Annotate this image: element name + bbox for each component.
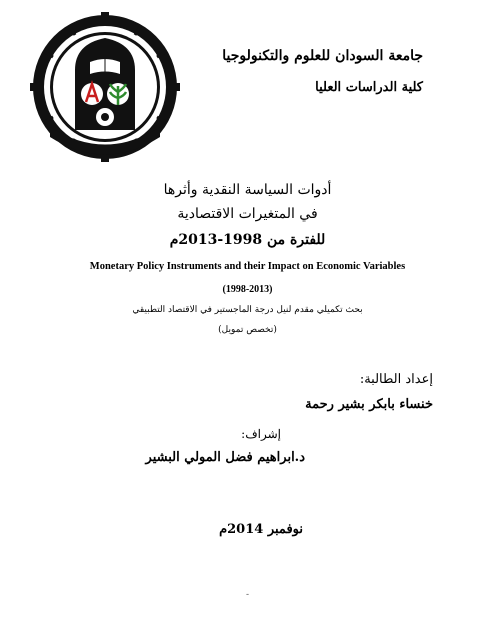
university-crest-icon <box>30 12 180 162</box>
title-arabic-line2: في المتغيرات الاقتصادية <box>177 206 318 222</box>
university-name: جامعة السودان للعلوم والتكنولوجيا <box>222 48 423 64</box>
title-arabic-period: للفترة من 1998-2013م <box>169 232 326 248</box>
student-name: خنساء بابكر بشير رحمة <box>305 397 433 412</box>
title-english-years: (1998-2013) <box>222 284 273 295</box>
college-name: كلية الدراسات العليا <box>315 80 423 95</box>
student-label: إعداد الطالبة: <box>359 372 433 387</box>
supervisor-label: إشراف: <box>241 427 281 441</box>
submission-date: نوفمبر 2014م <box>219 522 303 537</box>
degree-specialization: (تخصص تمويل) <box>218 325 277 335</box>
title-arabic-line1: أدوات السياسة النقدية وأثرها <box>163 182 332 198</box>
crest-graphic <box>30 12 180 162</box>
page-number: - <box>245 590 250 600</box>
supervisor-name: د.ابراهيم فضل المولي البشير <box>145 450 305 465</box>
degree-description: بحث تكميلي مقدم لنيل درجة الماجستير في الاقتصاد التطبيقي <box>132 305 363 315</box>
title-english: Monetary Policy Instruments and their Impact on Economic Variables <box>89 261 406 272</box>
